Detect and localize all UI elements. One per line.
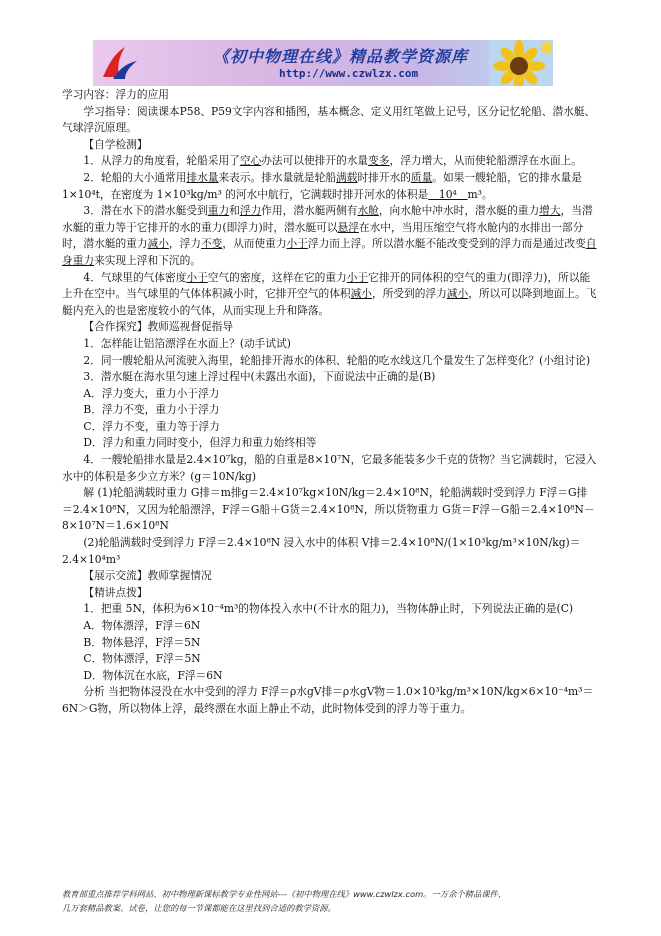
coop-q2: 2．同一艘轮船从河流驶入海里，轮船排开海水的体积、轮船的吃水线这几个量发生了怎样变化？(小组讨论) [83,353,591,367]
coop-q3-option-c: C．浮力不变，重力等于浮力 [83,419,220,433]
self-study-q4: 4．气球里的气体密度小于空气的密度，这样在它的重力小于它排开的同体积的空气的重力(即浮力)，所以能上升在空中。当气球里的气体体积减小时，它排开空气的体积减小，所受到的浮力减小，所以可以降到地面上。飞艇内充入的也是密度较小的气体，从而实现上升和降落。 [62,270,597,317]
coop-q3-option-d: D．浮力和重力同时变小，但浮力和重力始终相等 [83,436,317,450]
self-study-q2: 2．轮船的大小通常用排水量来表示。排水量就是轮船满载时排开水的质量。如果一艘轮船，它的排水量是 1×10⁴t，在密度为 1×10³kg/m³ 的河水中航行，它满载时排开河水的体积是 10⁴ m³。 [62,170,582,201]
coop-q4-solution-1: 解 (1)轮船满载时重力 G排＝m排g＝2.4×10⁷kg×10N/kg＝2.4×10⁸N，轮船满载时受到浮力 F浮＝G排＝2.4×10⁸N，又因为轮船漂浮，F浮＝G船＋G货＝2.4×10⁸N，所以货物重力 G货＝F浮－G船＝2.4×10⁸N－8×10⁷N＝1.6×10⁸N [62,486,595,533]
explain-q1-option-c: C．物体漂浮，F浮＝5N [83,652,201,666]
page-footer [62,887,602,915]
banner-title: 《初中物理在线》精品教学资源库 [213,47,469,66]
explain-q1-analysis: 分析 当把物体浸没在水中受到的浮力 F浮＝ρ水gV排＝ρ水gV物＝1.0×10³kg/m³×10N/kg×6×10⁻⁴m³＝6N＞G物，所以物体上浮，最终漂在水面上静止不动，此时物体受到的浮力等于重力。 [62,685,594,715]
self-study-q3: 3．潜在水下的潜水艇受到重力和浮力作用，潜水艇两侧有水舱，向水舱中冲水时，潜水艇的重力增大，当潜水艇的重力等于它排开的水的重力(即浮力)时，潜水艇可以悬浮在水中，当用压缩空气将水舱内的水排出一部分时，潜水艇的重力减小，浮力不变，从而使重力小于浮力而上浮。所以潜水艇不能改变受到的浮力而是通过改变自身重力来实现上浮和下沉的。 [62,204,597,267]
site-logo-icon [99,43,139,83]
coop-q3-option-a: A．浮力变大，重力小于浮力 [83,386,220,400]
coop-q4-solution-2: (2)轮船满载时受到浮力 F浮＝2.4×10⁸N 浸入水中的体积 V排＝2.4×10⁸N/(1×10³kg/m³×10N/kg)＝2.4×10⁴m³ [62,536,581,566]
explain-q1-option-b: B．物体悬浮，F浮＝5N [83,635,201,649]
learning-content: 学习内容：浮力的应用 [62,88,169,101]
document-body [62,87,597,718]
section-self-study: 【自学检测】 [83,137,148,151]
explain-q1-option-d: D．物体沉在水底，F浮＝6N [83,668,223,682]
sunflower-icon [489,40,551,86]
self-study-q1: 1．从浮力的角度看，轮船采用了空心办法可以使排开的水量变多，浮力增大，从而使轮船漂浮在水面上。 [83,154,582,168]
banner-url[interactable]: http://www.czwlzx.com [279,67,419,80]
coop-q4: 4．一艘轮船排水量是2.4×10⁷kg，船的自重是8×10⁷N，它最多能装多少千克的货物？当它满载时，它浸入水中的体积是多少立方米？(g＝10N/kg) [62,453,597,483]
coop-q3: 3．潜水艇在海水里匀速上浮过程中(未露出水面)，下面说法中正确的是(B) [83,370,436,384]
explain-q1-option-a: A．物体漂浮，F浮＝6N [83,619,201,632]
coop-q1: 1．怎样能让铝箔漂浮在水面上？(动手试试) [83,336,291,350]
learning-guide: 学习指导：阅读课本P58、P59文字内容和插图，基本概念、定义用红笔做上记号，区分记忆轮船、潜水艇、气球浮沉原理。 [62,104,596,135]
section-explanation: 【精讲点拨】 [83,585,148,599]
header-banner [93,40,553,86]
footer-line-1: 教育部重点推荐学科网站、初中物理新课标教学专业性网站---《初中物理在线》www.czwlzx.com。一万余个精品课件、 [62,889,507,899]
section-cooperation: 【合作探究】教师巡视督促指导 [83,320,234,334]
section-exchange: 【展示交流】教师掌握情况 [83,569,212,583]
coop-q3-option-b: B．浮力不变，重力小于浮力 [83,403,220,417]
footer-line-2: 几万套精品教案、试卷，让您的每一节课都能在这里找到合适的教学资源。 [62,903,336,913]
explain-q1: 1．把重 5N，体积为6×10⁻⁴m³的物体投入水中(不计水的阻力)，当物体静止时，下列说法正确的是(C) [83,602,574,616]
